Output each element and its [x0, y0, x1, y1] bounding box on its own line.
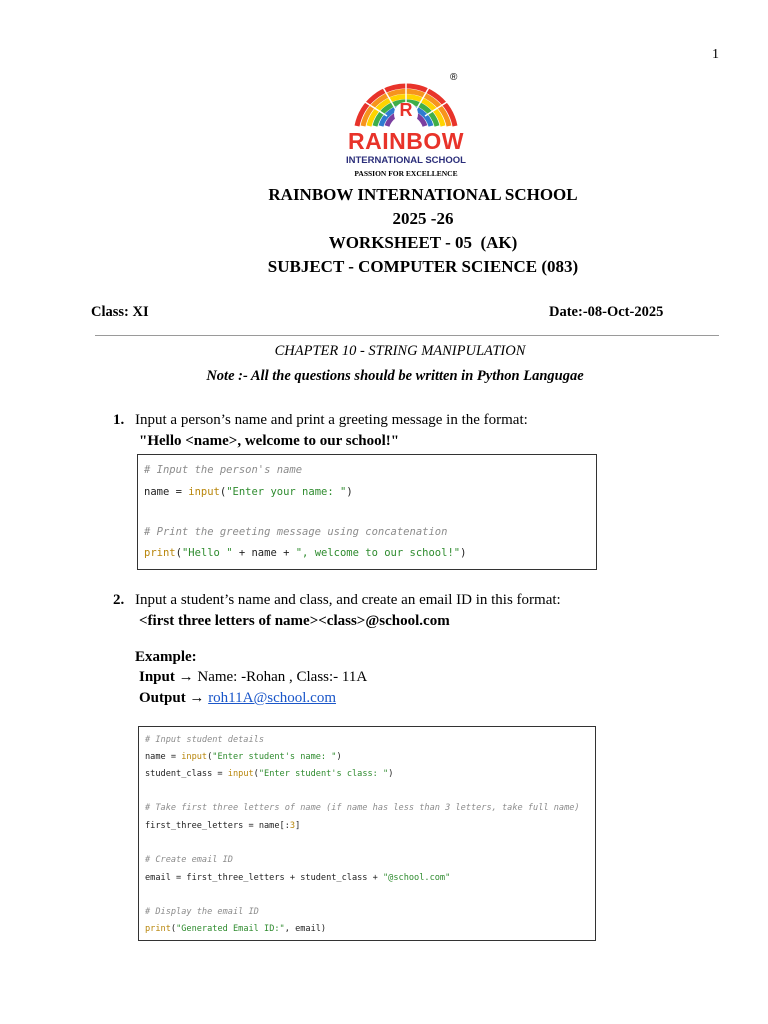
chapter-title: CHAPTER 10 - STRING MANIPULATION — [274, 343, 526, 359]
logo-name — [335, 128, 477, 155]
code-comment: # Input the person's name — [144, 464, 303, 476]
code-comment: # Input student details — [145, 735, 264, 745]
example-output: Output → roh11A@school.com — [139, 690, 337, 706]
subject-title: SUBJECT - COMPUTER SCIENCE (083) — [267, 257, 579, 276]
school-title: RAINBOW INTERNATIONAL SCHOOL — [268, 185, 578, 204]
code-comment: # Create email ID — [145, 855, 233, 865]
logo-name-text: RAINBOW — [348, 128, 464, 154]
q1-format: "Hello <name>, welcome to our school!" — [139, 433, 400, 449]
code-line: student_class = input("Enter student's class: ") — [145, 769, 394, 779]
q2-format: <first three letters of name><class>@school.com — [139, 613, 450, 629]
example-label: Example: — [135, 649, 197, 665]
q1-number: 1. — [113, 412, 125, 428]
page-number: 1 — [712, 47, 719, 62]
worksheet-title: WORKSHEET - 05 (AK) — [328, 233, 518, 252]
q1-text: Input a person’s name and print a greeting message in the format: — [135, 412, 528, 428]
email-link[interactable]: roh11A@school.com — [208, 690, 337, 706]
code-line: email = first_three_letters + student_class + "@school.com" — [145, 873, 451, 883]
q2-text: Input a student’s name and class, and create an email ID in this format: — [135, 592, 561, 608]
code-line: first_three_letters = name[:3] — [145, 821, 301, 831]
logo-subtitle: INTERNATIONAL SCHOOL — [346, 155, 466, 166]
q1-code-block — [137, 454, 597, 570]
academic-year: 2025 -26 — [392, 209, 454, 228]
code-comment: # Take first three letters of name (if name has less than 3 letters, take full name) — [145, 803, 580, 813]
note: Note :- All the questions should be written in Python Langugae — [206, 368, 584, 384]
code-line: print("Hello " + name + ", welcome to our school!") — [144, 547, 467, 559]
code-line: name = input("Enter your name: ") — [144, 486, 353, 498]
school-logo — [335, 66, 477, 182]
date-label: Date:-08-Oct-2025 — [549, 304, 664, 320]
class-label: Class: XI — [91, 304, 149, 320]
code-line: print("Generated Email ID:", email) — [145, 924, 327, 934]
logo-letter: R — [399, 100, 413, 120]
divider — [95, 335, 719, 336]
logo-tagline: PASSION FOR EXCELLENCE — [354, 169, 458, 178]
q2-code-block — [138, 726, 596, 941]
registered-mark: ® — [450, 72, 458, 83]
q2-number: 2. — [113, 592, 125, 608]
code-comment: # Print the greeting message using concatenation — [144, 526, 448, 538]
code-comment: # Display the email ID — [145, 907, 259, 917]
example-input: Input → Name: -Rohan , Class:- 11A — [139, 669, 368, 685]
code-line: name = input("Enter student's name: ") — [145, 752, 342, 762]
